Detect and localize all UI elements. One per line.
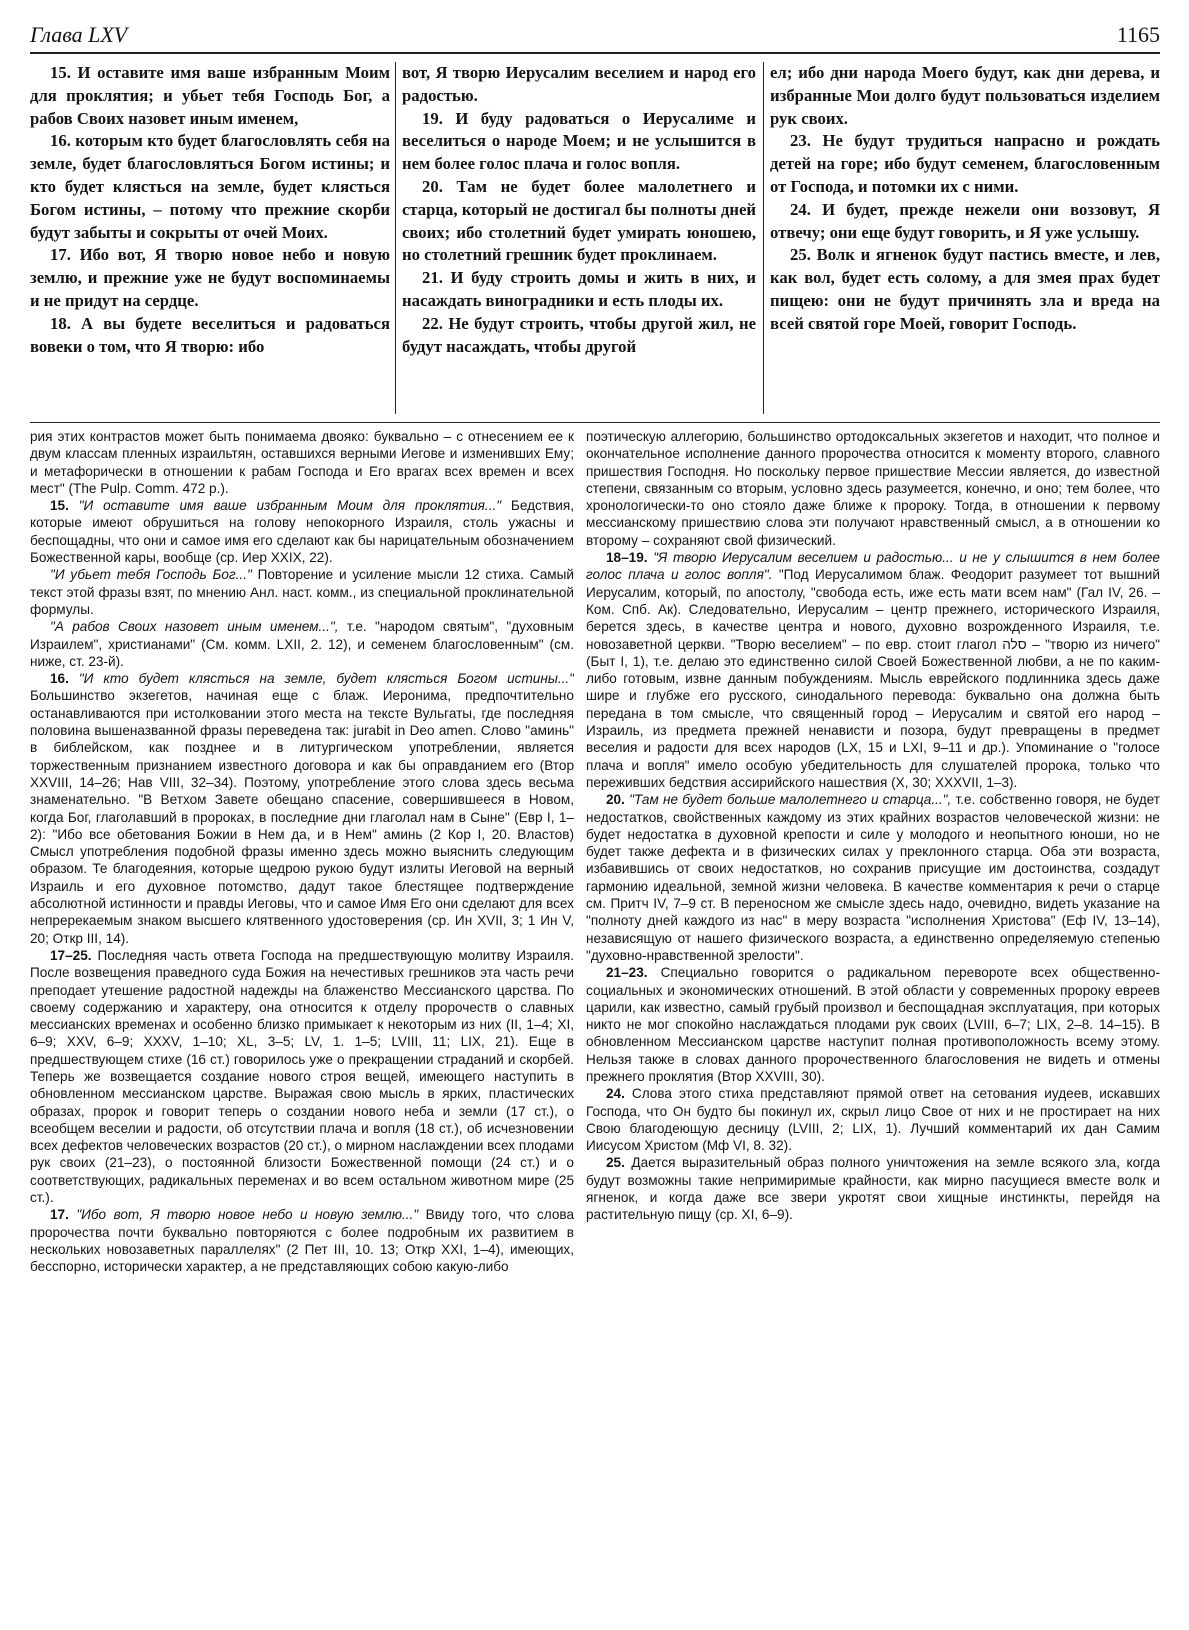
scripture-text <box>30 62 1160 418</box>
verse-16: 16. которым кто будет благословлять себя на земле, будет благословляться Богом истины; и кто будет клясться на земле, будет клясться Богом истины, – потому что прежние скорби будут забыты и сокрыты от очей Моих. <box>30 131 390 242</box>
commentary-column-1 <box>30 428 574 1618</box>
chapter-title: Глава LXV <box>30 22 128 47</box>
commentary-paragraph: 17–25. Последняя часть ответа Господа на предшествующую молитву Израиля. После возвещения праведного суда Божия на нечестивых грешников эта часть речи преподает утешение радостной надежды на блаженство Мессианского царства. По своему содержанию и характеру, она относится к отделу пророчеств о славных мессианских временах и особенно близко примыкает к некоторым из них (II, 1–4; XI, 6–9; XXV, 6–9; XXXV, 1–10; XL, 3–5; LV, 1. 1–5; LVIII, 11; LIX, 21). Еще в предшествующем стихе (16 ст.) говорилось уже о прекращении страданий и скорбей. Теперь же возвещается создание нового строя вещей, имеющего наступить в обновленном мессианском царстве. Выражая свою мысль в ярких, пластических образах, пророк и говорит теперь о создании нового неба и земли (17 ст.), о всеобщем веселии и радости, об отсутствии плача и вопля (18 ст.), об исчезновении всех дефектов человеческих возрастов (20 ст.), о мирном наслаждении всех плодами рук своих (21–23), о постоянной близости Божественной помощи (24 ст.) и о соответствующих, радикальных переменах и во всем остальном животном мире (25 ст.). <box>30 947 574 1206</box>
verse-17: 17. Ибо вот, Я творю новое небо и новую землю, и прежние уже не будут воспоминаемы и не придут на сердце. <box>30 245 390 310</box>
running-head <box>30 18 1160 54</box>
verse-19: 19. И буду радоваться о Иерусалиме и веселиться о народе Моем; и не услышится в нем более голос плача и голос вопля. <box>402 108 756 174</box>
scripture-column-1 <box>30 62 390 418</box>
verse-18-continued: вот, Я творю Иерусалим веселием и народ его радостью. <box>402 63 756 105</box>
commentary-paragraph: 21–23. Специально говорится о радикальном перевороте всех общественно-социальных и экономических отношений. В этой области у современных пророку евреев царили, как известно, самый грубый произвол и беспощадная эксплуатация, при которых никто не мог спокойно наслаждаться плодами рук своих (LVIII, 6–7; LIX, 2–8. 14–15). В обновленном Мессианском царстве наступит полная противоположность всему этому. Нельзя также в словах данного пророчественного благословения не видеть и отмены прежнего проклятия (Втор XXVIII, 30). <box>586 965 1160 1084</box>
commentary-paragraph: 18–19. "Я творю Иерусалим веселием и радостью... и не у слышится в нем более голос плача и голос вопля". "Под Иерусалимом блаж. Феодорит разумеет тот вышний Иерусалим, который, по апостолу, "свобода есть, иже есть мати всем нам" (Гал IV, 26. – Ком. Спб. Ак). Следовательно, Иерусалим – центр прежнего, исторического Израиля, берется здесь, в качестве центра и нового, духовно возрожденного Израиля, т.е. новозаветной церкви. "Творю веселием" – по евр. стоит глагол סלה – "творю из ничего" (Быт I, 1), т.е. делаю это единственно силой Своей Божественной любви, а не по каким-либо готовым, извне данным побуждениям. Мысль еврейского подлинника здесь даже шире и глубже его русского, синодального перевода: буквально она должна быть передана в том смысле, что священный город – Иерусалим и святой его народ – Израиль, из предмета прежней ненависти и позора, будут превращены в предмет веселия и радости для всех народов (LX, 15 и LXI, 9–11 и др.). Упоминание о "голосе плача и вопля" имело особую убедительность для слушателей пророка, только что переживших бедствия ассирийского нашествия (X, 30; XXXVII, 1–3). <box>586 550 1160 790</box>
verse-22: 22. Не будут строить, чтобы другой жил, не будут насаждать, чтобы другой <box>402 313 756 356</box>
commentary-paragraph: рия этих контрастов может быть понимаема двояко: буквально – с отнесением ее к двум классам пленных израильтян, оставшихся верными Иегове и изменивших Ему; и метафорически в отношении к рабам Господа и Его врагах всех времен и всех мест" (The Pulp. Comm. 472 p.). <box>30 429 574 496</box>
commentary-paragraph: 16. "И кто будет клясться на земле, будет клясться Богом истины..." Большинство экзегетов, начиная еще с блаж. Иеронима, предпочтительно останавливаются при истолковании этого места на тексте Вульгаты, где последняя половина вышеназванной фразы переведена так: jurabit in Deo amen. Слово "аминь" в библейском, как позднее и в литургическом употреблении, является торжественным признанием известного договора и как бы оправданием его (Втор XXVIII, 14–26; Нав VIII, 32–34). Поэтому, употребление этого слова здесь весьма знаменательно. "В Ветхом Завете обещано спасение, совершившееся в Новом, когда Бог, глаголавший в пророках, в последние дни глаголал нам в Сыне" (Евр I, 1–2): "Ибо все обетования Божии в Нем да, и в Нем" аминь (2 Кор I, 20. Властов) Смысл употребления подобной фразы именно здесь можно выяснить следующим образом. Те благодеяния, которые щедрою рукою будут излиты Иеговой на верный Израиль и его духовное потомство, дадут такое блестящее подтверждение абсолютной истинности и правды Иеговы, что и самое Имя Его они сделают для всех непререкаемым знаком высшего клятвенного удостоверения (ср. Ин XVII, 3; 1 Ин V, 20; Откр III, 14). <box>30 671 574 946</box>
verse-23: 23. Не будут трудиться напрасно и рождать детей на горе; ибо будут семенем, благословенным от Господа, и потомки их с ними. <box>770 131 1160 196</box>
scripture-column-3 <box>770 62 1160 418</box>
commentary-paragraph: 24. Слова этого стиха представляют прямой ответ на сетования иудеев, искавших Господа, что Он будто бы покинул их, скрыл лицо Свое от них и не простирает на них Свою благодеющую десницу (LVIII, 2; LIX, 1). Лучший комментарий их дан Самим Иисусом Христом (Мф VI, 8. 32). <box>586 1086 1160 1154</box>
verse-24: 24. И будет, прежде нежели они воззовут, Я отвечу; они еще будут говорить, и Я уже услышу. <box>770 199 1160 242</box>
verse-22-continued: ел; ибо дни народа Моего будут, как дни дерева, и избранные Мои долго будут пользоваться изделием рук своих. <box>770 63 1160 128</box>
commentary-paragraph: 17. "Ибо вот, Я творю новое небо и новую землю..." Ввиду того, что слова пророчества почти буквально повторяются с более подробным их развитием в нескольких новозаветных параллелях" (2 Пет III, 10. 13; Откр XXI, 1–4), имеющих, бесспорно, исторически характер, а не представляющих собою какую-либо <box>30 1207 574 1275</box>
verse-15: 15. И оставите имя ваше избранным Моим для проклятия; и убьет тебя Господь Бог, а рабов Своих назовет иным именем, <box>30 63 390 128</box>
verse-25: 25. Волк и ягненок будут пастись вместе, и лев, как вол, будет есть солому, а для змея прах будет пищею: они не будут причинять зла и вреда на всей святой горе Моей, говорит Господь. <box>770 245 1160 333</box>
column-divider <box>395 62 396 414</box>
scripture-column-2 <box>402 62 756 418</box>
commentary-paragraph: "И убьет тебя Господь Бог..." Повторение и усиление мысли 12 стиха. Самый текст этой фразы взят, по мнению Анл. наст. комм., из специальной проклинательной формулы. <box>30 567 574 617</box>
page-number: 1165 <box>1116 22 1160 47</box>
verse-21: 21. И буду строить домы и жить в них, и насаждать виноградники и есть плоды их. <box>402 268 756 310</box>
verse-18: 18. А вы будете веселиться и радоваться вовеки о том, что Я творю: ибо <box>30 313 390 356</box>
commentary-paragraph: поэтическую аллегорию, большинство ортодоксальных экзегетов и находит, что полное и окончательное исполнение данного пророчества относится к моменту второго, славного пришествия Господня. Но поскольку первое пришествие Мессии является, до известной степени, связанным со вторым, условно здесь разумеется, конечно, и оно; тем более, что хронологически-то оно стояло даже ближе к пророку. Тогда, в отношении к первому мессианскому пришествию слова эти получают нравственный смысл, а в отношении ко второму – сохраняют свой физический. <box>586 429 1160 548</box>
commentary-paragraph: 20. "Там не будет больше малолетнего и старца...", т.е. собственно говоря, не будет недостатков, свойственных каждому из этих крайних возрастов человеческой жизни: не будет недостатка в духовной крепости и силе у молодого и неопытного юноши, но не будет также дефекта и в физических силах у преклонного старца. Оба эти возраста, избавившись от своих недостатков, но сохранив присущие им достоинства, создадут гармонию идеальной, земной жизни человека. В качестве комментария к речи о старце см. Притч IV, 7–9 ст. В переносном же смысле здесь надо, очевидно, видеть указание на "полноту дней каждого из нас" в меру возраста "исполнения Христова" (Еф IV, 13–14), независящую от нашего физического возраста, а единственно определяемую степенью "духовно-нравственной зрелости". <box>586 792 1160 963</box>
column-divider <box>763 62 764 414</box>
commentary-paragraph: 25. Дается выразительный образ полного уничтожения на земле всякого зла, когда будут возможны такие непримиримые крайности, как мирно пасущиеся вместе волк и ягненок, и когда даже все звери укротят свои хищные инстинкты, перейдя на растительную пищу (ср. XI, 6–9). <box>586 1155 1160 1223</box>
verse-20: 20. Там не будет более малолетнего и старца, который не достигал бы полноты дней своих; ибо столетний будет умирать юношею, но столетний грешник будет проклинаем. <box>402 176 756 265</box>
section-divider <box>30 422 1160 423</box>
commentary-paragraph: 15. "И оставите имя ваше избранным Моим для проклятия..." Бедствия, которые имеют обрушиться на голову непокорного Израиля, столь ужасны и беспощадны, что они и самое имя его сделают как бы нарицательным обозначением Божественной кары, вообще (ср. Иер XXIX, 22). <box>30 498 574 566</box>
commentary-paragraph: "А рабов Своих назовет иным именем...", т.е. "народом святым", "духовным Израилем", христианами" (См. комм. LXII, 2. 12), и семенем благословенным" (см. ниже, ст. 23-й). <box>30 619 574 669</box>
commentary-column-2 <box>586 428 1160 1618</box>
commentary-text <box>30 428 1160 1618</box>
